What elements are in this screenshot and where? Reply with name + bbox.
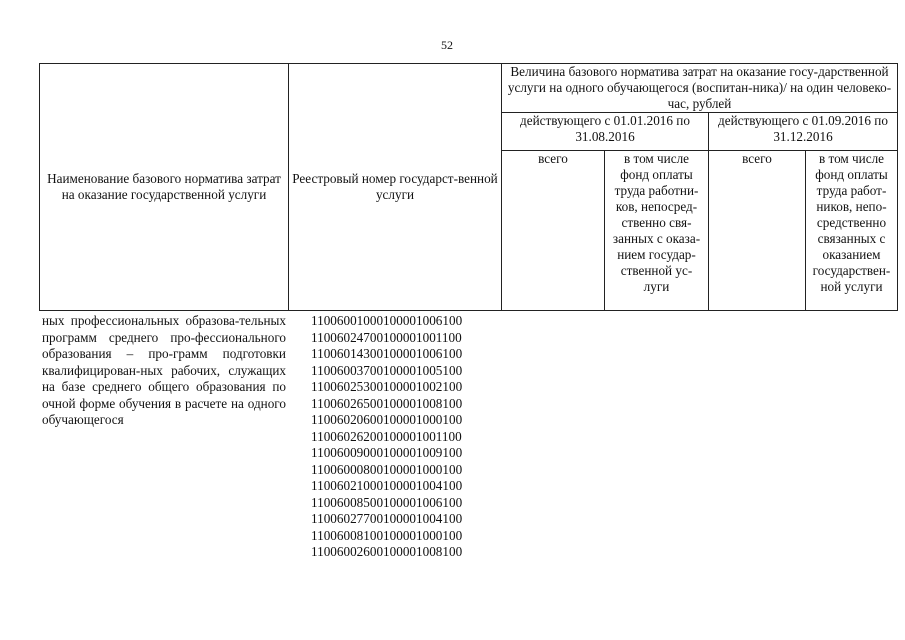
registry-code: 11006008500100001006100 [311, 494, 463, 510]
header-table [39, 63, 898, 311]
registry-code: 11006002600100001008100 [311, 544, 463, 559]
registry-code-list [311, 313, 462, 561]
registry-code: 11006026500100001008100 [311, 395, 463, 411]
registry-code: 11006000800100001000100 [311, 461, 463, 477]
registry-code: 11006008100100001000100 [311, 527, 463, 543]
registry-code: 11006027700100001004100 [311, 511, 463, 526]
page-number: 52 [441, 38, 453, 52]
value-column-header: Величина базового норматива затрат на оказание госу-дарственной услуги на одного обучающегося (воспитан-ника)/ на один человеко-час, рублей [502, 64, 898, 113]
registry-code: 11006021000100001004100 [311, 478, 463, 493]
registry-column-header: Реестровый номер государст-венной услуги [289, 64, 502, 311]
registry-code: 11006014300100001006100 [311, 346, 463, 361]
total-2-header: всего [709, 151, 806, 311]
fund-2-header: в том числе фонд оплаты труда работ-ников, непо-средственно связанных с оказанием государствен-ной услуги [806, 151, 898, 311]
registry-code: 11006026200100001001100 [311, 428, 462, 444]
registry-code: 11006020600100001000100 [311, 412, 463, 427]
name-column-header: Наименование базового норматива затрат на оказание государственной услуги [40, 64, 289, 311]
registry-code: 11006025300100001002100 [311, 379, 463, 394]
registry-code: 11006003700100001005100 [311, 362, 463, 378]
period-2-header: действующего с 01.09.2016 по 31.12.2016 [709, 113, 898, 151]
service-name-text: ных профессиональных образова-тельных программ среднего про-фессионального образования – про-грамм подготовки квалифицирован-ных рабочих, служащих на базе среднего общего образования по очной форме обучения в расчете на одного обучающегося [42, 313, 286, 427]
registry-code: 11006009000100001009100 [311, 445, 463, 460]
registry-code: 11006001000100001006100 [311, 313, 463, 328]
period-1-header: действующего с 01.01.2016 по 31.08.2016 [502, 113, 709, 151]
registry-code: 11006024700100001001100 [311, 329, 462, 345]
fund-1-header: в том числе фонд оплаты труда работни-ков, непосред-ственно свя-занных с оказа-нием государ-ственной ус-луги [605, 151, 709, 311]
total-1-header: всего [502, 151, 605, 311]
